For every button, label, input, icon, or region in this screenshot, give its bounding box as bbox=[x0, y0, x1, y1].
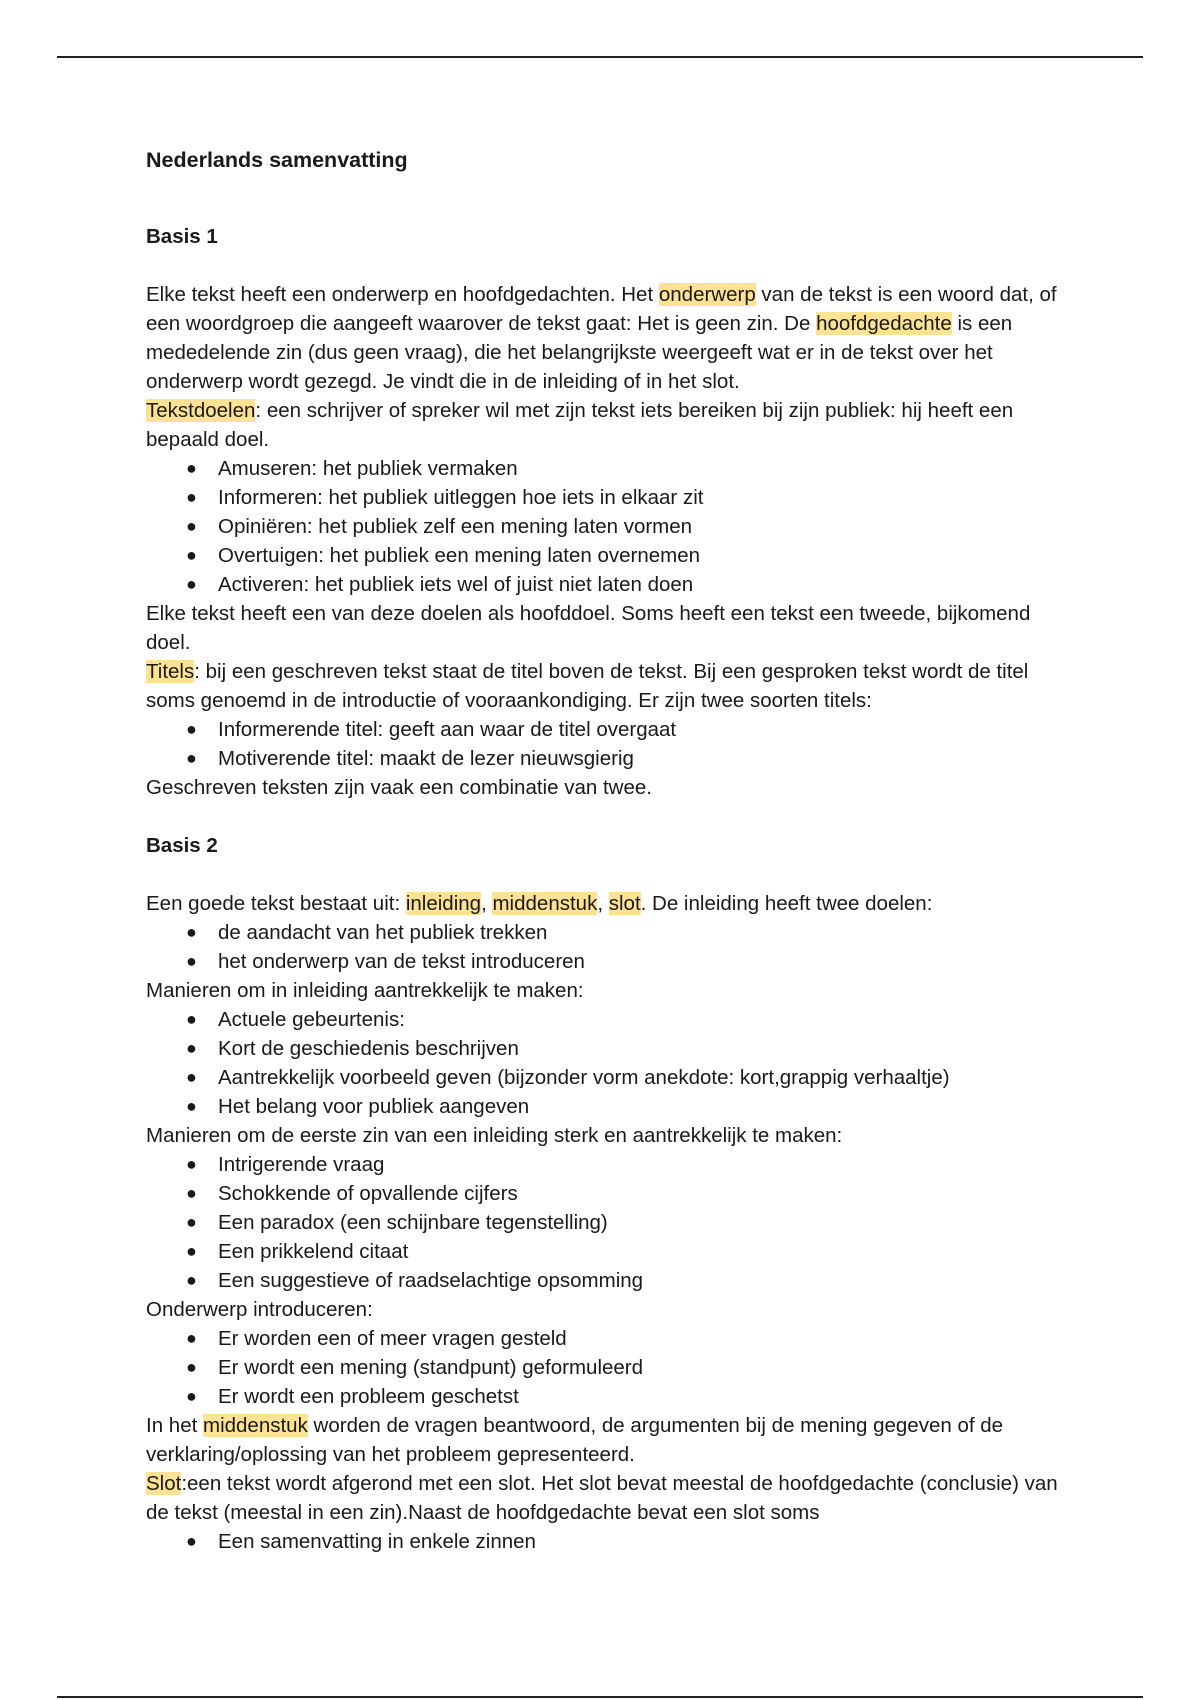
bullet-icon: ● bbox=[186, 1009, 197, 1029]
bullet-icon: ● bbox=[186, 1183, 197, 1203]
bullet-icon: ● bbox=[186, 458, 197, 478]
list-manieren-inleiding bbox=[146, 1005, 1066, 1121]
highlight-titels: Titels bbox=[146, 660, 195, 683]
list-item: ● de aandacht van het publiek trekken bbox=[146, 918, 1066, 947]
list-item: ● Opiniëren: het publiek zelf een mening laten vormen bbox=[146, 512, 1066, 541]
list-slot bbox=[146, 1527, 1066, 1556]
paragraph-manieren-inleiding: Manieren om in inleiding aantrekkelijk te maken: bbox=[146, 979, 584, 1002]
paragraph-eerste-zin: Manieren om de eerste zin van een inleiding sterk en aantrekkelijk te maken: bbox=[146, 1124, 843, 1147]
highlight-slot: slot bbox=[608, 892, 641, 915]
highlight-middenstuk-2: middenstuk bbox=[203, 1414, 308, 1437]
paragraph-combinatie: Geschreven teksten zijn vaak een combinatie van twee. bbox=[146, 776, 652, 799]
list-item: ● Een suggestieve of raadselachtige opsomming bbox=[146, 1266, 1066, 1295]
highlight-tekstdoelen: Tekstdoelen bbox=[146, 399, 256, 422]
bullet-icon: ● bbox=[186, 748, 197, 768]
bullet-icon: ● bbox=[186, 1241, 197, 1261]
bullet-icon: ● bbox=[186, 574, 197, 594]
list-item: ● Amuseren: het publiek vermaken bbox=[146, 454, 1066, 483]
bullet-icon: ● bbox=[186, 487, 197, 507]
list-item: ● Er wordt een mening (standpunt) geformuleerd bbox=[146, 1353, 1066, 1382]
list-item: ● Informerende titel: geeft aan waar de titel overgaat bbox=[146, 715, 1066, 744]
document-body bbox=[146, 140, 1066, 1556]
list-item: ● Actuele gebeurtenis: bbox=[146, 1005, 1066, 1034]
paragraph-tekstdoelen: Tekstdoelen: een schrijver of spreker wil met zijn tekst iets bereiken bij zijn publiek: hij heeft een bepaald doel. bbox=[146, 399, 1014, 451]
paragraph-titels: Titels: bij een geschreven tekst staat de titel boven de tekst. Bij een gesproken tekst wordt de titel soms genoemd in de introductie of vooraankondiging. Er zijn twee soorten titels: bbox=[146, 660, 1029, 712]
list-item: ● Een paradox (een schijnbare tegenstelling) bbox=[146, 1208, 1066, 1237]
section-heading-basis-1: Basis 1 bbox=[146, 225, 218, 248]
bullet-icon: ● bbox=[186, 719, 197, 739]
bullet-icon: ● bbox=[186, 922, 197, 942]
paragraph-slot: Slot:een tekst wordt afgerond met een slot. Het slot bevat meestal de hoofdgedachte (conclusie) van de tekst (meestal in een zin).Naast de hoofdgedachte bevat een slot soms bbox=[146, 1472, 1058, 1524]
paragraph-opbouw: Een goede tekst bestaat uit: inleiding, middenstuk, slot. De inleiding heeft twee doelen: bbox=[146, 892, 933, 915]
paragraph-onderwerp-introduceren: Onderwerp introduceren: bbox=[146, 1298, 373, 1321]
document-title: Nederlands samenvatting bbox=[146, 148, 408, 172]
bullet-icon: ● bbox=[186, 1531, 197, 1551]
list-item: ● Informeren: het publiek uitleggen hoe iets in elkaar zit bbox=[146, 483, 1066, 512]
highlight-slot-2: Slot bbox=[146, 1472, 182, 1495]
paragraph-onderwerp: Elke tekst heeft een onderwerp en hoofdgedachten. Het onderwerp van de tekst is een woord dat, of een woordgroep die aangeeft waarover de tekst gaat: Het is geen zin. De hoofdgedachte is een mededelende zin (dus geen vraag), die het belangrijkste weergeeft wat er in de tekst over het onderwerp wordt gezegd. Je vindt die in de inleiding of in het slot. bbox=[146, 283, 1057, 393]
list-item: ● Een prikkelend citaat bbox=[146, 1237, 1066, 1266]
bullet-icon: ● bbox=[186, 1212, 197, 1232]
list-item: ● Een samenvatting in enkele zinnen bbox=[146, 1527, 1066, 1556]
bullet-icon: ● bbox=[186, 1038, 197, 1058]
list-item: ● Er wordt een probleem geschetst bbox=[146, 1382, 1066, 1411]
list-item: ● Overtuigen: het publiek een mening laten overnemen bbox=[146, 541, 1066, 570]
list-item: ● Kort de geschiedenis beschrijven bbox=[146, 1034, 1066, 1063]
bullet-icon: ● bbox=[186, 1154, 197, 1174]
list-tekstdoelen bbox=[146, 454, 1066, 599]
bullet-icon: ● bbox=[186, 1096, 197, 1116]
highlight-hoofdgedachte: hoofdgedachte bbox=[816, 312, 952, 335]
top-rule bbox=[57, 56, 1143, 58]
paragraph-hoofddoel: Elke tekst heeft een van deze doelen als hoofddoel. Soms heeft een tekst een tweede, bijkomend doel. bbox=[146, 602, 1031, 654]
list-item: ● het onderwerp van de tekst introduceren bbox=[146, 947, 1066, 976]
bullet-icon: ● bbox=[186, 516, 197, 536]
list-titels bbox=[146, 715, 1066, 773]
bullet-icon: ● bbox=[186, 951, 197, 971]
bullet-icon: ● bbox=[186, 1270, 197, 1290]
list-eerste-zin bbox=[146, 1150, 1066, 1295]
list-item: ● Er worden een of meer vragen gesteld bbox=[146, 1324, 1066, 1353]
bottom-rule bbox=[57, 1696, 1143, 1698]
highlight-onderwerp: onderwerp bbox=[658, 283, 756, 306]
highlight-inleiding: inleiding bbox=[405, 892, 482, 915]
list-item: ● Schokkende of opvallende cijfers bbox=[146, 1179, 1066, 1208]
list-inleiding-doelen bbox=[146, 918, 1066, 976]
list-item: ● Intrigerende vraag bbox=[146, 1150, 1066, 1179]
bullet-icon: ● bbox=[186, 1357, 197, 1377]
list-item: ● Activeren: het publiek iets wel of juist niet laten doen bbox=[146, 570, 1066, 599]
list-item: ● Het belang voor publiek aangeven bbox=[146, 1092, 1066, 1121]
bullet-icon: ● bbox=[186, 1328, 197, 1348]
highlight-middenstuk: middenstuk bbox=[492, 892, 598, 915]
bullet-icon: ● bbox=[186, 1067, 197, 1087]
section-heading-basis-2: Basis 2 bbox=[146, 834, 218, 857]
paragraph-middenstuk: In het middenstuk worden de vragen beantwoord, de argumenten bij de mening gegeven of de verklaring/oplossing van het probleem gepresenteerd. bbox=[146, 1414, 1004, 1466]
bullet-icon: ● bbox=[186, 1386, 197, 1406]
bullet-icon: ● bbox=[186, 545, 197, 565]
list-onderwerp-introduceren bbox=[146, 1324, 1066, 1411]
list-item: ● Aantrekkelijk voorbeeld geven (bijzonder vorm anekdote: kort,grappig verhaaltje) bbox=[146, 1063, 1066, 1092]
list-item: ● Motiverende titel: maakt de lezer nieuwsgierig bbox=[146, 744, 1066, 773]
